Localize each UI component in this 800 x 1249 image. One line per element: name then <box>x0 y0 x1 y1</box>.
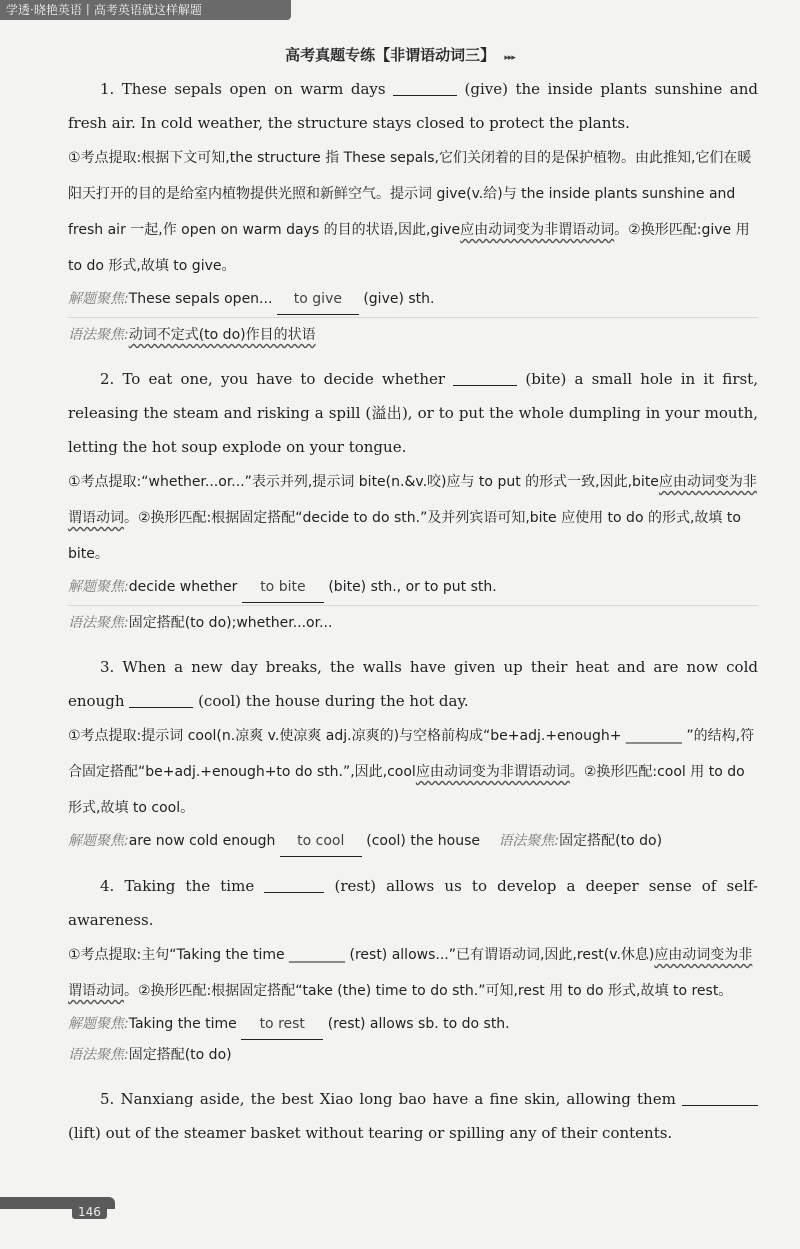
grammar-label: 语法聚焦: <box>68 615 129 631</box>
analysis-2 <box>68 464 758 572</box>
analysis-3-highlight: 应由动词变为非谓语动词 <box>415 764 570 780</box>
question-5 <box>68 1082 758 1150</box>
question-5-text-after: (lift) out of the steamer basket without tearing or spilling any of their contents. <box>68 1124 673 1142</box>
question-2 <box>68 362 758 464</box>
analysis-2-text: ①考点提取:“whether...or...”表示并列,提示词 bite(n.&v.咬)应与 to put 的形式一致,因此,bite <box>68 474 659 490</box>
focus-label: 解题聚焦: <box>68 291 129 307</box>
focus-label: 解题聚焦: <box>68 833 129 849</box>
analysis-4-highlight: 应由动词变为非谓语动词 <box>68 947 753 999</box>
divider <box>68 317 758 318</box>
question-4-text: 4. Taking the time <box>100 877 255 895</box>
question-2-text: 2. To eat one, you have to decide whether <box>100 370 446 388</box>
focus-2-text: decide whether <box>128 579 238 595</box>
question-2-text-after: (bite) a small hole in it first, releasing the steam and risking a spill (溢出), or to put the whole dumpling in your mouth, letting the hot soup explode on your tongue. <box>68 370 758 456</box>
section-title-text: 高考真题专练【非谓语动词三】 <box>285 46 496 64</box>
focus-2 <box>68 572 758 603</box>
analysis-3-text-after: 。②换形匹配:cool 用 to do 形式,故填 to cool。 <box>68 764 745 816</box>
grammar-4 <box>68 1040 758 1070</box>
analysis-3 <box>68 718 758 826</box>
grammar-2-text: 固定搭配(to do);whether...or... <box>128 615 333 631</box>
grammar-label: 语法聚焦: <box>68 327 129 343</box>
grammar-4-text: 固定搭配(to do) <box>128 1047 232 1063</box>
answer-blank-5[interactable] <box>682 1089 758 1106</box>
analysis-4-text: ①考点提取:主句“Taking the time ________ (rest) allows...”已有谓语动词,因此,rest(v.休息) <box>68 947 655 963</box>
focus-1 <box>68 284 758 315</box>
analysis-4 <box>68 937 758 1009</box>
answer-blank-2[interactable] <box>453 369 517 386</box>
grammar-2 <box>68 608 758 638</box>
focus-2-text-after: (bite) sth., or to put sth. <box>328 579 497 595</box>
focus-4 <box>68 1009 758 1040</box>
focus-3-answer: to cool <box>280 826 362 857</box>
grammar-label: 语法聚焦: <box>68 1047 129 1063</box>
header-band <box>0 0 291 20</box>
focus-1-text: These sepals open... <box>128 291 273 307</box>
focus-label: 解题聚焦: <box>68 1016 129 1032</box>
focus-label: 解题聚焦: <box>68 579 129 595</box>
analysis-4-text-after: 。②换形匹配:根据固定搭配“take (the) time to do sth.”可知,rest 用 to do 形式,故填 to rest。 <box>124 983 733 999</box>
question-3-text-after: (cool) the house during the hot day. <box>198 692 469 710</box>
analysis-3-text: ①考点提取:提示词 cool(n.凉爽 v.使凉爽 adj.凉爽的)与空格前构成“be+adj.+enough+ ________ ”的结构,符合固定搭配“be+adj.+enough+to do sth.”,因此,cool <box>68 728 755 780</box>
question-1-text-after: (give) the inside plants sunshine and fresh air. In cold weather, the structure stays closed to protect the plants. <box>68 80 758 132</box>
focus-2-answer: to bite <box>242 572 324 603</box>
question-5-text: 5. Nanxiang aside, the best Xiao long bao have a fine skin, allowing them <box>100 1090 676 1108</box>
focus-4-text-after: (rest) allows sb. to do sth. <box>327 1016 510 1032</box>
grammar-label: 语法聚焦: <box>498 833 560 849</box>
divider <box>68 605 758 606</box>
section-title <box>0 44 800 65</box>
answer-blank-3[interactable] <box>129 691 193 708</box>
answer-blank-1[interactable] <box>393 79 457 96</box>
page-number: 146 <box>72 1205 107 1219</box>
content-area <box>68 72 758 1150</box>
grammar-1-text: 动词不定式(to do)作目的状语 <box>128 327 316 343</box>
focus-3-text: are now cold enough <box>128 833 276 849</box>
analysis-1-text: ①考点提取:根据下文可知,the structure 指 These sepals,它们关闭着的目的是保护植物。由此推知,它们在暖阳天打开的目的是给室内植物提供光照和新鲜空气。提示词 give(v.给)与 the inside plants sunshine and fresh air 一起,作 open on warm days 的目的状语,因此,give <box>68 150 752 238</box>
focus-4-answer: to rest <box>241 1009 323 1040</box>
focus-3-text-after: (cool) the house <box>366 833 480 849</box>
question-3-text: 3. When a new day breaks, the walls have given up their heat and are now cold enough <box>68 658 758 710</box>
analysis-2-highlight: 应由动词变为非谓语动词 <box>68 474 757 526</box>
focus-3 <box>68 826 758 857</box>
header-band-text: 学透·晓艳英语丨高考英语就这样解题 <box>6 3 202 17</box>
answer-blank-4[interactable] <box>264 876 324 893</box>
focus-4-text: Taking the time <box>128 1016 237 1032</box>
focus-1-answer: to give <box>277 284 359 315</box>
analysis-1-highlight: 应由动词变为非谓语动词 <box>460 222 615 238</box>
question-1 <box>68 72 758 140</box>
analysis-1-text-after: 。②换形匹配:give 用 to do 形式,故填 to give。 <box>68 222 750 274</box>
question-4-text-after: (rest) allows us to develop a deeper sense of self-awareness. <box>68 877 758 929</box>
focus-1-text-after: (give) sth. <box>363 291 435 307</box>
question-1-text: 1. These sepals open on warm days <box>100 80 386 98</box>
grammar-3-text: 固定搭配(to do) <box>559 833 663 849</box>
grammar-1 <box>68 320 758 350</box>
analysis-1 <box>68 140 758 284</box>
analysis-2-text-after: 。②换形匹配:根据固定搭配“decide to do sth.”及并列宾语可知,bite 应使用 to do 的形式,故填 to bite。 <box>68 510 741 562</box>
question-4 <box>68 869 758 937</box>
question-3 <box>68 650 758 718</box>
triple-arrow-icon: ▸▸▸ <box>504 53 515 63</box>
